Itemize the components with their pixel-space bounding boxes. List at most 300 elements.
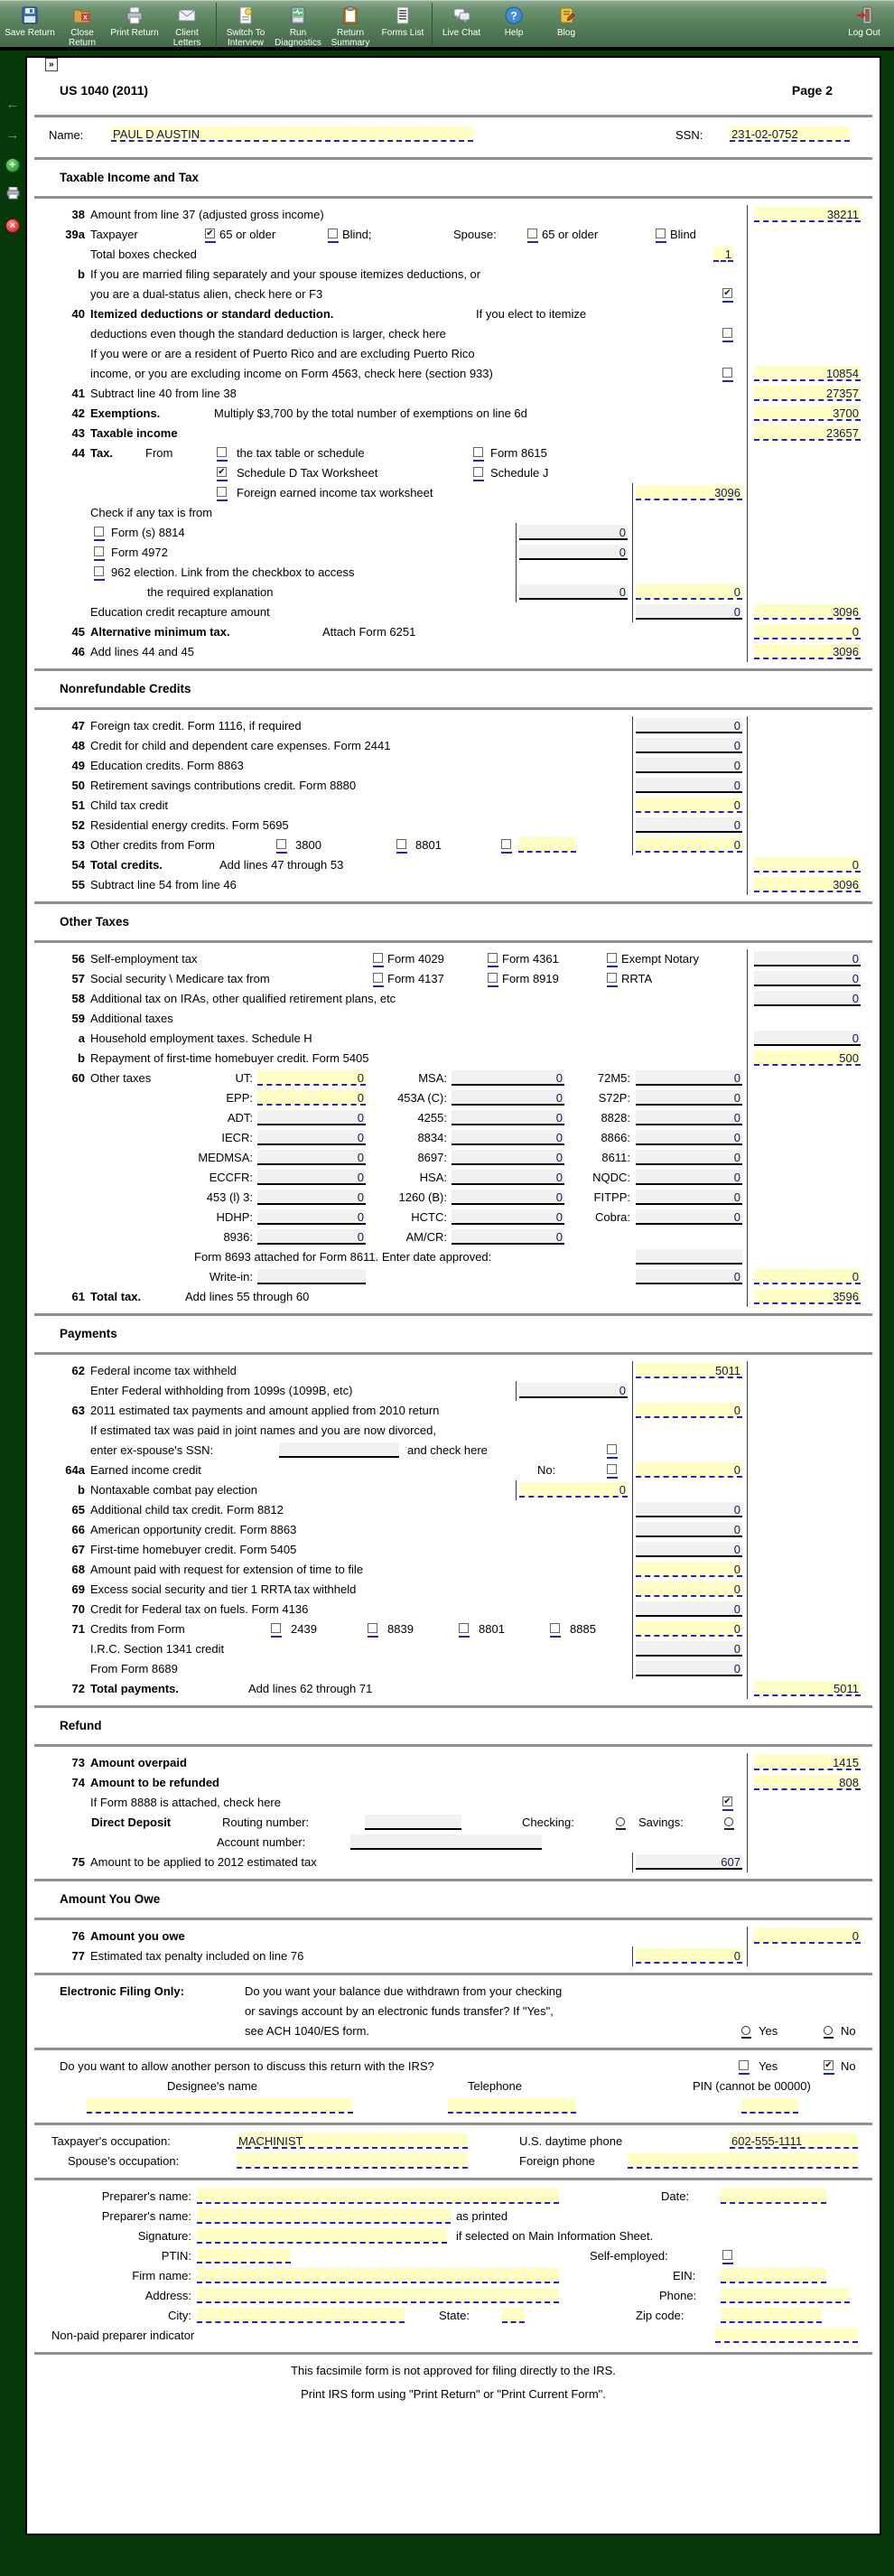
amount-field[interactable]: 808 bbox=[754, 1775, 861, 1790]
checkbox[interactable] bbox=[473, 447, 483, 457]
amount-field[interactable]: 0 bbox=[519, 1482, 628, 1498]
field-preparer-city[interactable] bbox=[197, 2308, 405, 2323]
column-line bbox=[747, 642, 748, 662]
field-total-boxes-checked[interactable]: 1 bbox=[713, 247, 733, 262]
field-ein[interactable] bbox=[721, 2268, 826, 2283]
form-line bbox=[27, 2246, 880, 2266]
amount-field[interactable]: 0 bbox=[636, 584, 742, 600]
line-text: as printed bbox=[456, 2209, 508, 2223]
checkbox[interactable] bbox=[656, 229, 666, 238]
field-line72-total-payments[interactable]: 5011 bbox=[754, 1681, 861, 1696]
checkbox[interactable] bbox=[488, 953, 498, 963]
save-return-button[interactable] bbox=[4, 3, 56, 38]
amount-field[interactable]: 0 bbox=[754, 624, 861, 639]
line-text: IECR: bbox=[221, 1131, 253, 1144]
amount-field[interactable]: 0 bbox=[754, 1269, 861, 1284]
column-line bbox=[747, 1853, 748, 1872]
line-text: Add lines 47 through 53 bbox=[219, 858, 344, 872]
amount-field[interactable]: 0 bbox=[636, 1582, 742, 1597]
checkbox[interactable] bbox=[722, 368, 732, 378]
form-line bbox=[27, 1600, 880, 1619]
section-header bbox=[27, 1888, 880, 1911]
amount-field[interactable]: 0 bbox=[452, 1130, 564, 1145]
column-line bbox=[747, 1540, 748, 1560]
amount-field[interactable]: 23657 bbox=[754, 425, 861, 441]
forward-arrow-icon[interactable]: → bbox=[5, 127, 20, 143]
field-designee-name[interactable] bbox=[87, 2098, 353, 2114]
radio-underline bbox=[741, 2037, 751, 2039]
form-line bbox=[27, 1480, 880, 1500]
amount-field[interactable]: 0 bbox=[636, 1170, 742, 1185]
line-text: 65 or older bbox=[219, 228, 276, 241]
switch-to-interview-button[interactable] bbox=[219, 3, 272, 48]
name-field[interactable]: PAUL D AUSTIN bbox=[111, 126, 473, 142]
blog-button[interactable] bbox=[540, 3, 592, 38]
column-line bbox=[516, 543, 517, 563]
amount-field[interactable]: 0 bbox=[754, 857, 861, 873]
line-number: 41 bbox=[71, 387, 85, 400]
form-line bbox=[27, 583, 880, 602]
divider bbox=[34, 115, 872, 117]
form-line bbox=[27, 1540, 880, 1560]
amount-field[interactable]: 0 bbox=[636, 1601, 742, 1617]
form-line bbox=[27, 1813, 880, 1833]
line-text: MSA: bbox=[418, 1071, 447, 1085]
amount-field[interactable]: 3096 bbox=[636, 485, 742, 500]
field-line40-deduction[interactable]: 10854 bbox=[754, 366, 861, 381]
return-summary-button[interactable] bbox=[324, 3, 377, 48]
checkbox[interactable] bbox=[527, 229, 537, 238]
form-line bbox=[27, 1500, 880, 1520]
checkbox[interactable] bbox=[396, 839, 406, 849]
checkbox[interactable] bbox=[217, 487, 227, 497]
line-text: 8834: bbox=[417, 1131, 447, 1144]
log-out-button[interactable] bbox=[838, 3, 890, 38]
checkbox-link-underline bbox=[607, 1457, 618, 1459]
column-line bbox=[632, 1520, 633, 1540]
divider bbox=[34, 1352, 872, 1355]
line-number: 63 bbox=[71, 1404, 85, 1417]
amount-field[interactable]: 0 bbox=[452, 1190, 564, 1205]
line-number: 76 bbox=[71, 1929, 85, 1943]
column-line bbox=[747, 989, 748, 1009]
print-return-button[interactable] bbox=[108, 3, 161, 38]
checkbox-checked[interactable]: ✔ bbox=[723, 288, 731, 298]
amount-field[interactable]: 0 bbox=[636, 817, 742, 833]
checkbox[interactable] bbox=[276, 839, 286, 849]
form-line bbox=[27, 1853, 880, 1872]
field-nonpaid-preparer-indicator[interactable] bbox=[715, 2328, 858, 2343]
radio-button[interactable] bbox=[724, 1817, 733, 1826]
amount-field[interactable]: 0 bbox=[452, 1070, 564, 1086]
column-line bbox=[747, 1639, 748, 1659]
line-text: Credits from Form bbox=[90, 1622, 185, 1636]
section-header bbox=[27, 1322, 880, 1346]
amount-field[interactable] bbox=[350, 1834, 542, 1850]
line-text: Form 4361 bbox=[502, 952, 559, 966]
amount-field[interactable] bbox=[257, 1269, 366, 1284]
column-line bbox=[747, 1208, 748, 1227]
amount-field[interactable]: 0 bbox=[452, 1110, 564, 1125]
column-line bbox=[747, 304, 748, 324]
column-line bbox=[632, 716, 633, 736]
field-ptin[interactable] bbox=[197, 2248, 291, 2263]
checkbox[interactable] bbox=[94, 546, 104, 556]
amount-field[interactable]: 0 bbox=[257, 1190, 366, 1205]
amount-field[interactable]: 0 bbox=[257, 1110, 366, 1125]
divider bbox=[34, 1705, 872, 1708]
line-text: Total credits. bbox=[90, 858, 163, 872]
amount-field[interactable]: 0 bbox=[636, 1542, 742, 1557]
divider bbox=[34, 2352, 872, 2355]
column-line bbox=[747, 1361, 748, 1381]
checkbox-link-underline bbox=[205, 241, 216, 243]
line-number: 50 bbox=[71, 779, 85, 792]
column-line bbox=[516, 563, 517, 583]
line-text: 72M5: bbox=[597, 1071, 630, 1085]
amount-field[interactable]: 0 bbox=[257, 1090, 366, 1106]
line-text: the tax table or schedule bbox=[237, 446, 365, 460]
checkbox-checked[interactable]: ✔ bbox=[723, 1797, 731, 1806]
field-preparer-name[interactable] bbox=[197, 2189, 559, 2204]
amount-field[interactable]: 0 bbox=[257, 1229, 366, 1245]
column-line bbox=[747, 1679, 748, 1699]
column-line bbox=[747, 1793, 748, 1813]
line-text: Amount paid with request for extension of time to file bbox=[90, 1563, 364, 1576]
amount-field[interactable]: 0 bbox=[636, 1150, 742, 1165]
field-line38-agi[interactable]: 38211 bbox=[754, 207, 861, 222]
checkbox[interactable] bbox=[473, 467, 483, 477]
checkbox-checked[interactable]: ✔ bbox=[206, 229, 214, 238]
column-line bbox=[632, 1946, 633, 1966]
amount-field[interactable]: 0 bbox=[636, 1269, 742, 1284]
line-text: If Form 8888 is attached, check here bbox=[90, 1796, 281, 1809]
field-taxpayer-occupation[interactable]: MACHINIST bbox=[237, 2133, 468, 2149]
amount-field[interactable]: 0 bbox=[452, 1229, 564, 1245]
checkbox[interactable] bbox=[550, 1623, 560, 1633]
form-line bbox=[27, 2151, 880, 2171]
help-button[interactable] bbox=[488, 3, 540, 38]
form-line bbox=[27, 443, 880, 463]
amount-field[interactable]: 5011 bbox=[636, 1363, 742, 1378]
field-foreign-phone[interactable] bbox=[628, 2153, 858, 2169]
amount-field[interactable]: 0 bbox=[257, 1170, 366, 1185]
column-line bbox=[747, 1600, 748, 1619]
amount-field[interactable]: 0 bbox=[452, 1150, 564, 1165]
column-line bbox=[747, 1619, 748, 1639]
line-text: 4255: bbox=[417, 1111, 447, 1125]
line-text: Form (s) 8814 bbox=[111, 526, 185, 539]
column-line bbox=[747, 1480, 748, 1500]
checkbox[interactable] bbox=[373, 953, 383, 963]
line-text: Firm name: bbox=[132, 2269, 191, 2282]
amount-field[interactable]: 0 bbox=[636, 798, 742, 813]
column-line bbox=[747, 364, 748, 384]
run-diagnostics-button[interactable] bbox=[272, 3, 324, 48]
line-text: 8611: bbox=[601, 1151, 630, 1164]
name-label: Name: bbox=[49, 128, 84, 142]
amount-field[interactable]: 0 bbox=[519, 525, 628, 540]
checkbox-link-underline bbox=[722, 380, 733, 382]
amount-field[interactable]: 0 bbox=[452, 1090, 564, 1106]
field-preparer-signature[interactable] bbox=[197, 2228, 447, 2244]
amount-field[interactable]: 0 bbox=[636, 778, 742, 793]
field-line61-total-tax[interactable]: 3596 bbox=[754, 1289, 861, 1304]
radio-underline bbox=[724, 1828, 734, 1830]
amount-field[interactable]: 0 bbox=[754, 991, 861, 1006]
run-diagnostics-label: Run Diagnostics bbox=[275, 28, 321, 48]
amount-field[interactable]: 0 bbox=[636, 1502, 742, 1517]
amount-field[interactable]: 0 bbox=[452, 1170, 564, 1185]
amount-field[interactable]: 0 bbox=[636, 1621, 742, 1637]
line-number: 61 bbox=[71, 1290, 85, 1303]
amount-field[interactable]: 500 bbox=[754, 1050, 861, 1066]
client-letters-button[interactable] bbox=[161, 3, 213, 48]
amount-field[interactable]: 0 bbox=[636, 738, 742, 753]
line-text: Schedule D Tax Worksheet bbox=[237, 466, 378, 480]
radio-button[interactable] bbox=[741, 2026, 750, 2035]
form-line bbox=[27, 736, 880, 756]
amount-field[interactable]: 0 bbox=[636, 718, 742, 733]
field-preparer-zip[interactable] bbox=[721, 2308, 822, 2323]
checkbox[interactable] bbox=[739, 2060, 749, 2070]
form-line bbox=[27, 1108, 880, 1128]
line-number: 40 bbox=[71, 307, 85, 321]
amount-field[interactable] bbox=[197, 2208, 451, 2224]
amount-field[interactable]: 0 bbox=[636, 1070, 742, 1086]
column-line bbox=[747, 443, 748, 463]
checkbox[interactable] bbox=[271, 1623, 281, 1633]
line-text: No: bbox=[537, 1463, 556, 1477]
checkbox[interactable] bbox=[607, 953, 617, 963]
back-arrow-icon[interactable]: ← bbox=[5, 97, 20, 112]
amount-field[interactable]: 3096 bbox=[754, 604, 861, 620]
live-chat-button[interactable] bbox=[435, 3, 488, 38]
checkbox[interactable] bbox=[373, 973, 383, 983]
amount-field[interactable]: 0 bbox=[519, 545, 628, 560]
amount-field[interactable]: 0 bbox=[636, 1661, 742, 1676]
column-line bbox=[632, 543, 633, 563]
amount-field[interactable]: 0 bbox=[519, 584, 628, 600]
checkbox[interactable] bbox=[328, 229, 338, 238]
amount-field[interactable]: 0 bbox=[452, 1209, 564, 1225]
form-line bbox=[27, 1287, 880, 1307]
checkbox[interactable] bbox=[722, 2250, 732, 2260]
checkbox-link-underline bbox=[501, 852, 512, 854]
checkbox[interactable] bbox=[94, 566, 104, 576]
checkbox-checked[interactable]: ✔ bbox=[824, 2060, 833, 2070]
field-spouse-occupation[interactable] bbox=[237, 2153, 468, 2169]
amount-field[interactable] bbox=[365, 1815, 461, 1830]
amount-field[interactable]: 0 bbox=[754, 1928, 861, 1944]
amount-field[interactable] bbox=[636, 1249, 742, 1265]
line-number: 69 bbox=[71, 1582, 85, 1596]
line-text: 453A (C): bbox=[397, 1091, 447, 1105]
column-line bbox=[747, 1833, 748, 1853]
checkbox[interactable] bbox=[368, 1623, 377, 1633]
section-title: Payments bbox=[60, 1327, 117, 1340]
form-line bbox=[27, 324, 880, 344]
add-form-icon[interactable]: + bbox=[5, 158, 20, 173]
line-text: 8936: bbox=[223, 1230, 253, 1244]
line-text: If you are married filing separately and your spouse itemizes deductions, or bbox=[90, 267, 481, 281]
line-text: Subtract line 40 from line 38 bbox=[90, 387, 237, 400]
line-number: 58 bbox=[71, 992, 85, 1005]
amount-field[interactable]: 0 bbox=[636, 1130, 742, 1145]
checkbox-link-underline bbox=[373, 966, 384, 967]
form-line bbox=[27, 404, 880, 424]
column-line bbox=[632, 583, 633, 602]
amount-field[interactable]: 0 bbox=[636, 1522, 742, 1537]
amount-field[interactable]: 0 bbox=[519, 1383, 628, 1398]
checkbox[interactable] bbox=[607, 973, 617, 983]
checkbox-link-underline bbox=[607, 985, 618, 987]
checkbox-link-underline bbox=[459, 1636, 470, 1638]
amount-field[interactable]: 0 bbox=[636, 1090, 742, 1106]
field-firm-name[interactable] bbox=[197, 2268, 559, 2283]
forms-list-button[interactable] bbox=[377, 3, 429, 38]
amount-field[interactable]: 0 bbox=[636, 1110, 742, 1125]
column-line bbox=[747, 205, 748, 225]
line-text: Cobra: bbox=[594, 1210, 630, 1224]
field-designee-pin[interactable] bbox=[741, 2098, 798, 2114]
field-preparer-state[interactable] bbox=[502, 2308, 525, 2323]
form-title: US 1040 (2011) bbox=[60, 83, 149, 98]
column-line bbox=[632, 1853, 633, 1872]
line-number: b bbox=[78, 267, 85, 281]
line-text: EPP: bbox=[226, 1091, 253, 1105]
field-daytime-phone[interactable]: 602-555-1111 bbox=[730, 2133, 858, 2149]
form-line bbox=[27, 1361, 880, 1381]
form-line bbox=[27, 1188, 880, 1208]
close-form-icon[interactable]: × bbox=[5, 219, 20, 233]
checkbox[interactable] bbox=[94, 527, 104, 537]
amount-field[interactable]: 0 bbox=[754, 971, 861, 986]
checkbox-link-underline bbox=[607, 966, 618, 967]
form-line bbox=[27, 1982, 880, 2002]
line-text: No bbox=[841, 2024, 856, 2038]
amount-field[interactable]: 1415 bbox=[754, 1755, 861, 1770]
amount-field[interactable]: 0 bbox=[257, 1070, 366, 1086]
line-text: Preparer's name: bbox=[101, 2189, 191, 2203]
form-line bbox=[27, 1148, 880, 1168]
amount-field[interactable]: 27357 bbox=[754, 386, 861, 401]
line-text: Add lines 62 through 71 bbox=[248, 1682, 373, 1695]
line-number: 71 bbox=[71, 1622, 85, 1636]
checkbox-checked[interactable]: ✔ bbox=[218, 467, 226, 477]
form-line bbox=[27, 756, 880, 776]
field-designee-telephone[interactable] bbox=[448, 2098, 576, 2114]
form-line bbox=[27, 969, 880, 989]
checkbox[interactable] bbox=[722, 328, 732, 338]
amount-field[interactable]: 3096 bbox=[754, 877, 861, 892]
form-line bbox=[27, 989, 880, 1009]
amount-field[interactable]: 607 bbox=[636, 1854, 742, 1870]
amount-field[interactable]: 0 bbox=[636, 1948, 742, 1964]
checkbox[interactable] bbox=[217, 447, 227, 457]
line-text: NQDC: bbox=[592, 1171, 630, 1184]
line-text: 962 election. Link from the checkbox to access bbox=[111, 565, 355, 579]
line-text: Phone: bbox=[659, 2289, 697, 2302]
field-preparer-phone[interactable] bbox=[721, 2288, 850, 2303]
line-text: Date: bbox=[661, 2189, 690, 2203]
amount-field[interactable]: 0 bbox=[636, 1562, 742, 1577]
form-line bbox=[27, 2057, 880, 2077]
field-preparer-date[interactable] bbox=[721, 2189, 826, 2204]
radio-button[interactable] bbox=[616, 1817, 625, 1826]
line-text: No bbox=[841, 2059, 856, 2073]
checkbox-link-underline bbox=[722, 2263, 733, 2264]
amount-field[interactable]: 0 bbox=[257, 1150, 366, 1165]
divider bbox=[34, 2048, 872, 2050]
amount-field[interactable]: 0 bbox=[636, 837, 742, 853]
line-text: Spouse: bbox=[453, 228, 497, 241]
column-line bbox=[747, 1108, 748, 1128]
checkbox[interactable] bbox=[607, 1464, 617, 1474]
amount-field[interactable]: 0 bbox=[636, 758, 742, 773]
amount-field[interactable]: 0 bbox=[636, 1462, 742, 1478]
column-line bbox=[747, 1421, 748, 1441]
divider bbox=[34, 901, 872, 904]
line-text: 65 or older bbox=[542, 228, 599, 241]
line-text: Household employment taxes. Schedule H bbox=[90, 1031, 312, 1045]
divider bbox=[34, 2123, 872, 2125]
amount-field[interactable]: 0 bbox=[257, 1130, 366, 1145]
line-text: 453 (l) 3: bbox=[206, 1190, 253, 1204]
amount-field[interactable]: 0 bbox=[636, 1641, 742, 1657]
field-preparer-address[interactable] bbox=[197, 2288, 559, 2303]
ssn-field[interactable]: 231-02-0752 bbox=[730, 126, 850, 142]
form-line bbox=[27, 716, 880, 736]
amount-field[interactable]: 0 bbox=[636, 604, 742, 620]
amount-field[interactable] bbox=[279, 1442, 399, 1458]
form-line bbox=[27, 1128, 880, 1148]
amount-field[interactable]: 0 bbox=[636, 1190, 742, 1205]
column-line bbox=[632, 1381, 633, 1401]
line-text: Signature: bbox=[137, 2229, 191, 2243]
column-line bbox=[747, 1441, 748, 1461]
column-line bbox=[747, 1049, 748, 1069]
close-return-button[interactable] bbox=[56, 3, 108, 48]
line-text: Taxable income bbox=[90, 426, 178, 440]
amount-field[interactable]: 0 bbox=[754, 1031, 861, 1046]
line-number: 47 bbox=[71, 719, 85, 733]
collapse-panel-tab[interactable]: » bbox=[45, 58, 58, 71]
line-text: From bbox=[145, 446, 173, 460]
column-line bbox=[516, 1480, 517, 1500]
column-line bbox=[747, 503, 748, 523]
line-number: 73 bbox=[71, 1756, 85, 1769]
amount-field[interactable]: 0 bbox=[636, 1209, 742, 1225]
checkbox[interactable] bbox=[459, 1623, 469, 1633]
radio-button[interactable] bbox=[824, 2026, 833, 2035]
amount-field[interactable]: 3700 bbox=[754, 406, 861, 421]
checkbox[interactable] bbox=[488, 973, 498, 983]
column-line bbox=[632, 1639, 633, 1659]
log-out-label: Log Out bbox=[848, 28, 880, 38]
amount-field[interactable]: 0 bbox=[754, 951, 861, 966]
amount-field[interactable]: 3096 bbox=[754, 644, 861, 659]
amount-field[interactable]: 0 bbox=[257, 1209, 366, 1225]
checkbox[interactable] bbox=[607, 1444, 617, 1454]
amount-field[interactable]: 0 bbox=[636, 1403, 742, 1418]
form-line bbox=[27, 1029, 880, 1049]
logout-door-icon bbox=[854, 5, 874, 26]
line-number: 66 bbox=[71, 1523, 85, 1536]
form-line bbox=[27, 776, 880, 796]
checkbox[interactable] bbox=[501, 839, 511, 849]
amount-field[interactable] bbox=[518, 837, 576, 853]
